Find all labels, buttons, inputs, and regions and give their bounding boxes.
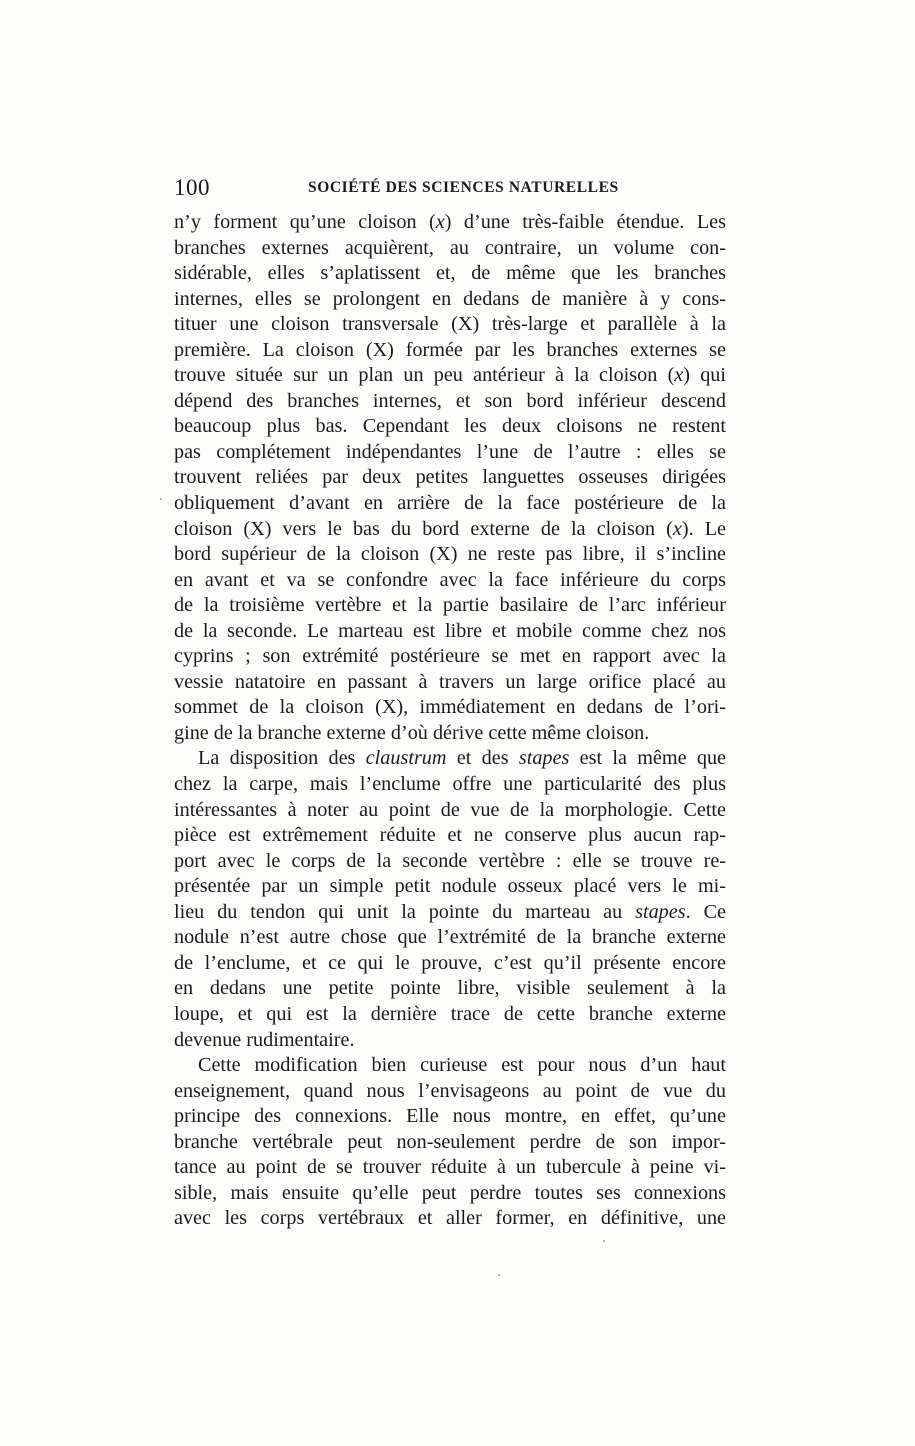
scan-speck — [160, 498, 162, 500]
text-line: branches externes acquièrent, au contraire, un volume con- — [174, 236, 726, 259]
text-line: port avec le corps de la seconde vertèbre : elle se trouve re- — [174, 849, 726, 872]
text-line: branche vertébrale peut non-seulement perdre de son impor- — [174, 1130, 726, 1153]
text-line: vessie natatoire en passant à travers un large orifice placé au — [174, 670, 726, 693]
page-number: 100 — [174, 175, 210, 200]
text-line: en avant et va se confondre avec la face inférieure du corps — [174, 568, 726, 591]
text-line: tance au point de se trouver réduite à un tubercule à peine vi- — [174, 1156, 726, 1179]
text-line: avec les corps vertébraux et aller former, en définitive, une — [174, 1207, 726, 1230]
text-line: tituer une cloison transversale (X) très-large et parallèle à la — [174, 313, 726, 336]
text-line: devenue rudimentaire. — [174, 1028, 355, 1051]
text-line: cyprins ; son extrémité postérieure se met en rapport avec la — [174, 645, 726, 668]
text-line: intéressantes à noter au point de vue de la morphologie. Cette — [174, 798, 726, 821]
text-line: cloison (X) vers le bas du bord externe de la cloison (x). Le — [174, 517, 727, 540]
text-line: obliquement d’avant en arrière de la face postérieure de la — [174, 492, 726, 515]
running-head: SOCIÉTÉ DES SCIENCES NATURELLES — [308, 179, 619, 196]
text-line: sommet de la cloison (X), immédiatement en dedans de l’ori- — [174, 696, 726, 719]
paragraph — [174, 210, 726, 746]
text-line: pièce est extrêmement réduite et ne conserve plus aucun rap- — [174, 824, 726, 847]
text-line: nodule n’est autre chose que l’extrémité de la branche externe — [174, 926, 726, 949]
text-line: principe des connexions. Elle nous montre, en effet, qu’une — [174, 1105, 726, 1128]
text-line: n’y forment qu’une cloison (x) d’une très-faible étendue. Les — [174, 211, 726, 233]
text-line: lieu du tendon qui unit la pointe du marteau au stapes. Ce — [174, 900, 726, 923]
text-line: La disposition des claustrum et des stapes est la même que — [198, 747, 726, 770]
text-line: première. La cloison (X) formée par les branches externes se — [174, 338, 726, 361]
text-line: enseignement, quand nous l’envisageons au point de vue du — [174, 1079, 726, 1102]
text-line: trouvent reliées par deux petites languettes osseuses dirigées — [174, 466, 726, 489]
text-line: chez la carpe, mais l’enclume offre une particularité des plus — [174, 773, 726, 796]
text-line: de la seconde. Le marteau est libre et mobile comme chez nos — [174, 619, 726, 642]
body-text — [174, 210, 726, 1232]
text-line: Cette modification bien curieuse est pour nous d’un haut — [198, 1054, 726, 1077]
text-line: sidérable, elles s’aplatissent et, de même que les branches — [174, 262, 726, 285]
text-line: de la troisième vertèbre et la partie basilaire de l’arc inférieur — [174, 594, 726, 617]
scan-speck — [498, 1274, 500, 1276]
text-line: bord supérieur de la cloison (X) ne reste pas libre, il s’incline — [174, 543, 726, 566]
paragraph — [174, 746, 726, 1053]
text-line: dépend des branches internes, et son bord inférieur descend — [174, 389, 726, 412]
text-line: en dedans une petite pointe libre, visible seulement à la — [174, 977, 726, 1000]
text-line: internes, elles se prolongent en dedans de manière à y cons- — [174, 287, 726, 310]
text-line: gine de la branche externe d’où dérive cette même cloison. — [174, 721, 650, 744]
text-line: loupe, et qui est la dernière trace de cette branche externe — [174, 1002, 726, 1025]
paragraph — [174, 1053, 726, 1232]
page-header — [174, 175, 726, 203]
text-line: de l’enclume, et ce qui le prouve, c’est qu’il présente encore — [174, 951, 726, 974]
text-line: présentée par un simple petit nodule osseux placé vers le mi- — [174, 875, 726, 898]
text-line: pas complétement indépendantes l’une de l’autre : elles se — [174, 440, 726, 463]
text-line: sible, mais ensuite qu’elle peut perdre toutes ses connexions — [174, 1181, 726, 1204]
text-line: trouve située sur un plan un peu antérieur à la cloison (x) qui — [174, 364, 727, 387]
text-line: beaucoup plus bas. Cependant les deux cloisons ne restent — [174, 415, 726, 438]
scan-speck — [603, 1240, 605, 1242]
